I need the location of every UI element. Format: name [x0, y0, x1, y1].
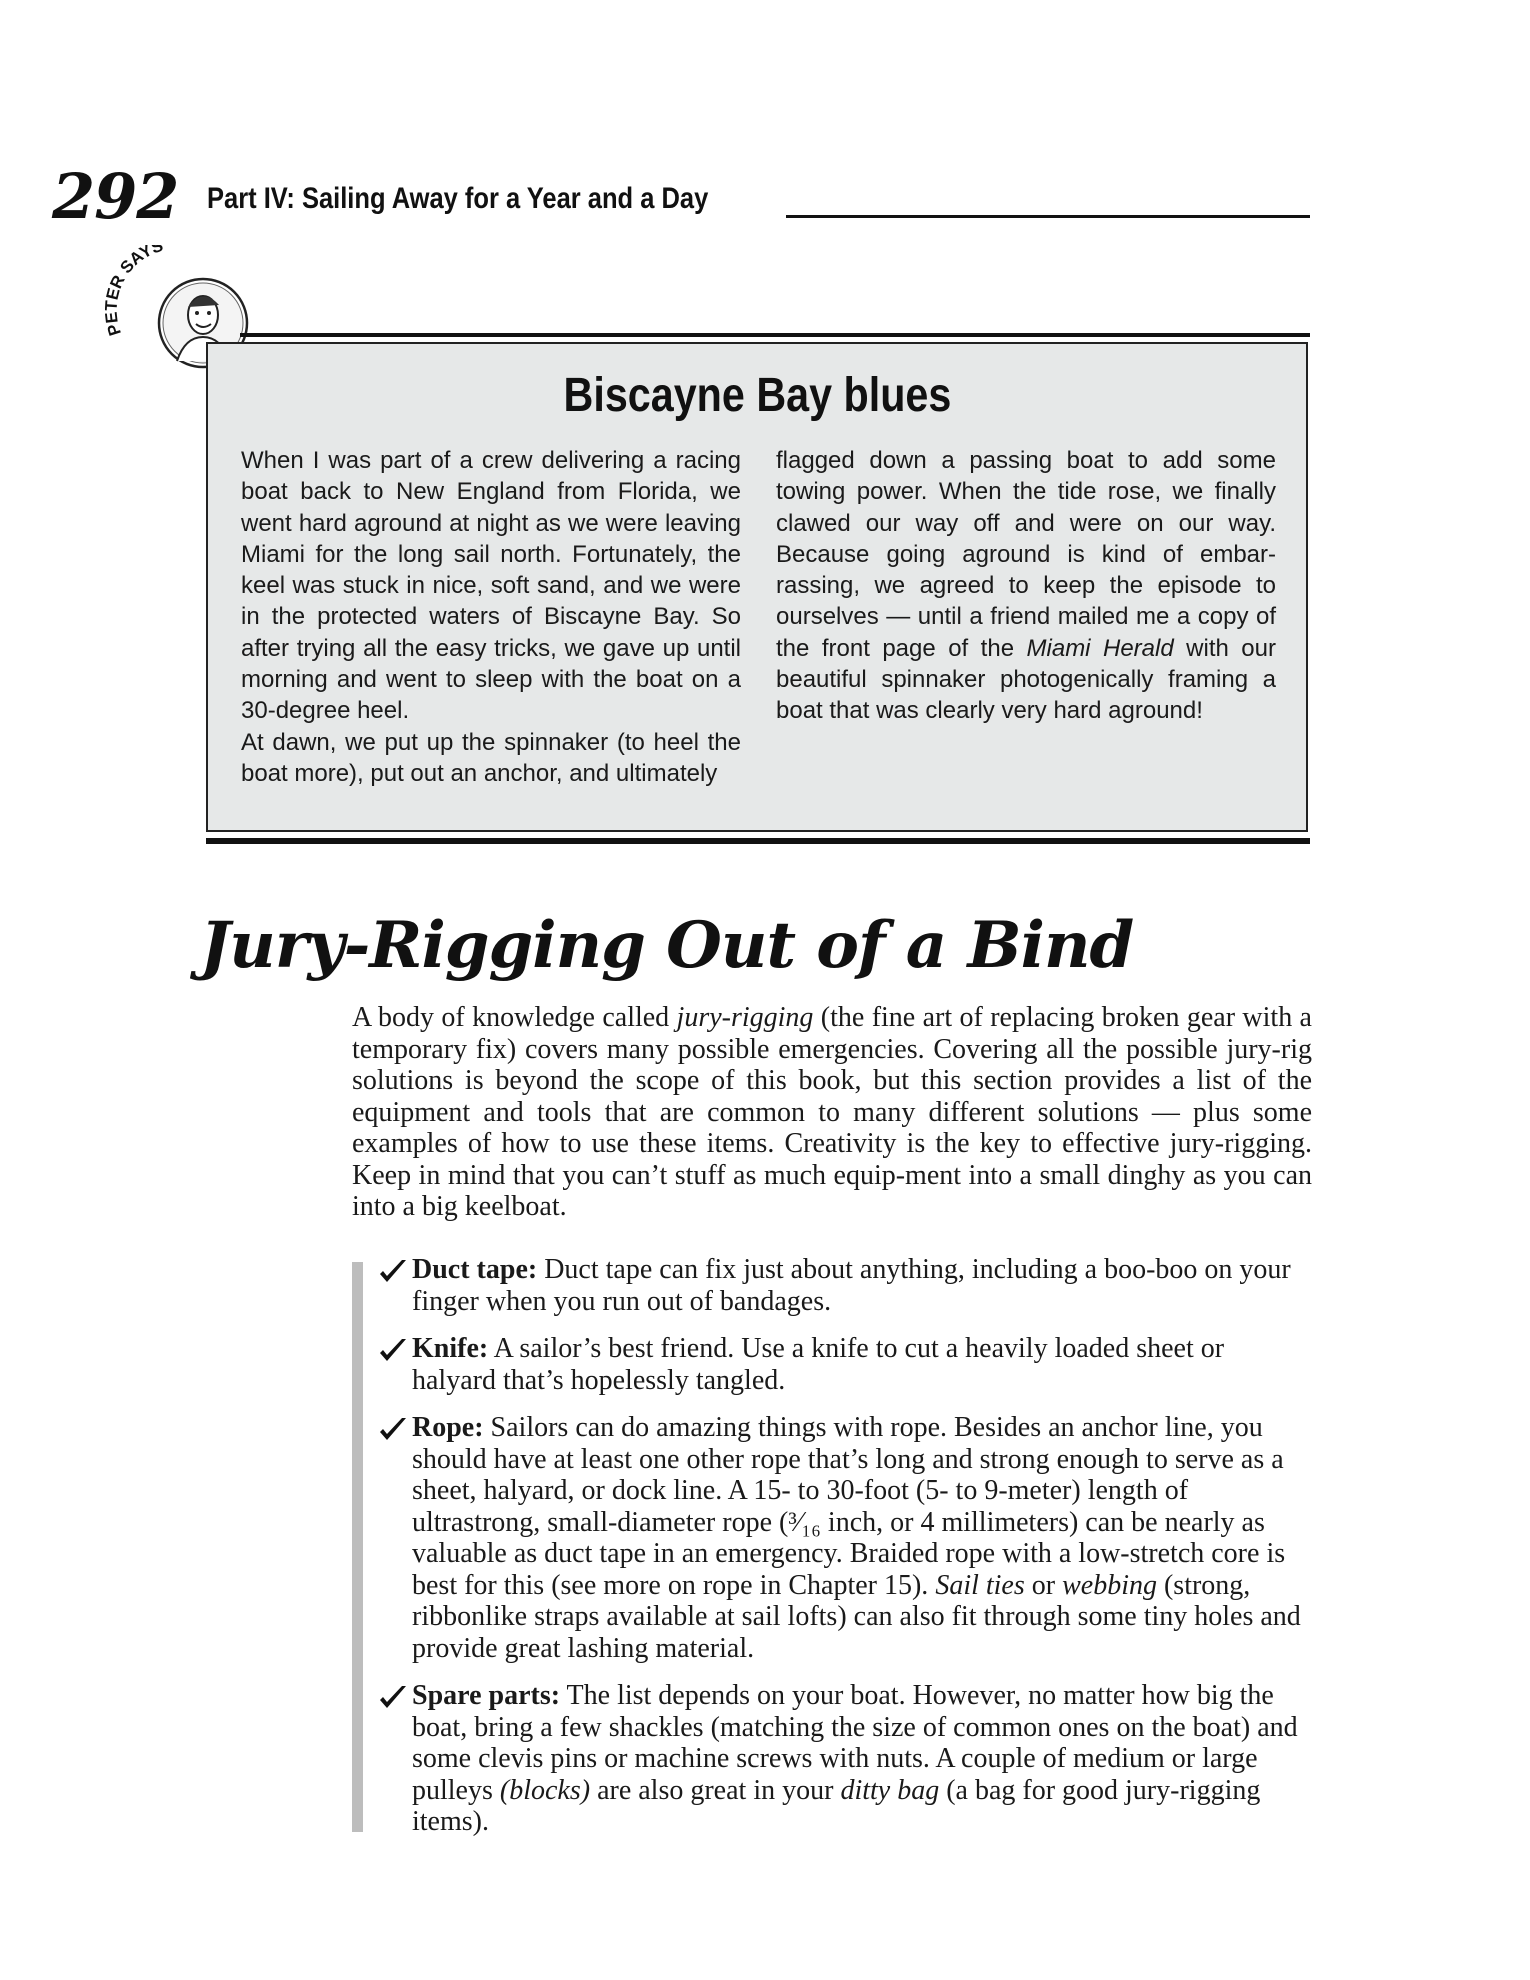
header-rule: [786, 215, 1310, 218]
list-side-bar: [352, 1262, 363, 1832]
checkmark-icon: [378, 1682, 408, 1710]
checkmark-icon: [378, 1414, 408, 1442]
sidebar-paragraph: When I was part of a crew delivering a racing boat back to New England from Florida, we went hard aground at night as we were leaving Miami for the long sail north. Fortunately, the keel was stuck in nice, soft sand, and we were in the protected waters of Biscayne Bay. So after trying all the easy tricks, we gave up until morning and went to sleep with the boat on a 30-degree heel.: [241, 447, 741, 725]
page-number: 292: [52, 160, 179, 233]
list-item: Knife: A sailor’s best friend. Use a knife to cut a heavily loaded sheet or halyard that’s hopelessly tangled.: [378, 1333, 1313, 1396]
sidebar-paragraph: flagged down a passing boat to add some towing power. When the tide rose, we finally clawed our way off and were on our way. Because going aground is kind of embar-rassing, we agreed to keep the episode to ourselves — until a friend mailed me a copy of the front page of the Miami Herald with our beautiful spinnaker photogenically framing a boat that was clearly very hard aground!: [776, 447, 1276, 725]
equipment-list: [378, 1254, 1313, 1854]
sidebar-paragraph: At dawn, we put up the spinnaker (to heel the boat more), put out an anchor, and ultimately: [241, 728, 741, 787]
sidebar-top-rule: [240, 333, 1310, 337]
sidebar-bottom-rule: [206, 838, 1310, 844]
sidebar-left-column: [241, 445, 741, 789]
list-item: Spare parts: The list depends on your boat. However, no matter how big the boat, bring a few shackles (matching the size of common ones on the boat) and some clevis pins or machine screws with nuts. A couple of medium or large pulleys (blocks) are also great in your ditty bag (a bag for good jury-rigging items).: [378, 1680, 1313, 1838]
badge-label: P R SAYS: [105, 245, 166, 338]
running-title: Part IV: Sailing Away for a Year and a Day: [207, 182, 709, 215]
sidebar-right-column: [776, 445, 1276, 727]
list-item: Rope: Sailors can do amazing things with rope. Besides an anchor line, you should have at least one other rope that’s long and strong enough to serve as a sheet, halyard, or dock line. A 15- to 30-foot (5- to 9-meter) length of ultrastrong, small-diameter rope (³⁄₁₆ inch, or 4 millimeters) can be nearly as valuable as duct tape in an emergency. Braided rope with a low-stretch core is best for this (see more on rope in Chapter 15). Sail ties or webbing (strong, ribbonlike straps available at sail lofts) can also fit through some tiny holes and provide great lashing material.: [378, 1412, 1313, 1664]
list-item: Duct tape: Duct tape can fix just about anything, including a boo-boo on your finger when you run out of bandages.: [378, 1254, 1313, 1317]
section-heading: Jury-Rigging Out of a Bind: [200, 908, 1134, 983]
intro-paragraph: A body of knowledge called jury-rigging (the fine art of replacing broken gear with a temporary fix) covers many possible emergencies. Covering all the possible jury-rig solutions is beyond the scope of this book, but this section provides a list of the equipment and tools that are common to many different solutions — plus some examples of how to use these items. Creativity is the key to effective jury-rigging. Keep in mind that you can’t stuff as much equip-ment into a small dinghy as you can into a big keelboat.: [352, 1002, 1312, 1222]
checkmark-icon: [378, 1335, 408, 1363]
sidebar-title: Biscayne Bay blues: [563, 369, 951, 422]
checkmark-icon: [378, 1256, 408, 1284]
